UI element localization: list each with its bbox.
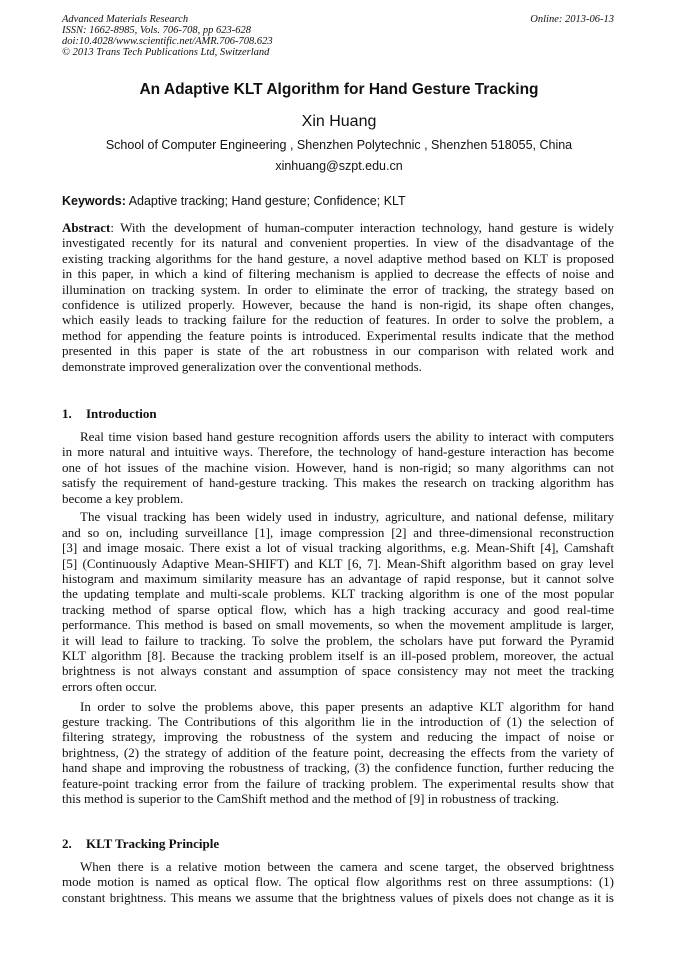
- text-line: errors often occur.: [62, 678, 157, 694]
- paragraph: [62, 509, 614, 694]
- text-line: in more natural and intuitive ways. Therefore, the technology of hand-gesture interaction has become: [62, 444, 614, 460]
- text-line: presented in this paper is state of the art robustness in our comparison with related work and: [62, 343, 614, 359]
- text-line: in this paper, in which a kind of filtering mechanism is applied to decrease the effects of noise and: [62, 266, 614, 282]
- text-line: gesture tracking. The Contributions of this algorithm lie in the introduction of (1) the selection of: [62, 714, 614, 730]
- text-line: the updating template and multi-scale problems. KLT tracking algorithm is one of the most popular: [62, 586, 614, 602]
- text-line: [3] and image mosaic. There exist a lot of visual tracking algorithms, e.g. Mean-Shift [4], Camshaft: [62, 540, 614, 556]
- author-name: Xin Huang: [301, 113, 377, 130]
- text-line: [62, 220, 614, 235]
- text-line: mode motion is named as optical flow. The optical flow algorithms rest on three assumptions: (1): [62, 874, 614, 890]
- abstract: [62, 220, 614, 374]
- keywords-label: Keywords:: [62, 194, 126, 208]
- keywords: [62, 194, 406, 208]
- text-line: The visual tracking has been widely used in industry, agriculture, and national defense, military: [80, 509, 614, 525]
- text-line: filtering strategy, improving the robustness of the system and reducing the impact of noise or: [62, 729, 614, 745]
- section-heading-1: [62, 406, 157, 422]
- section-title: KLT Tracking Principle: [86, 836, 220, 851]
- paragraph: [62, 859, 614, 905]
- text-line: investigated recently for its natural and convenient properties. In view of the disadvantage of the: [62, 235, 614, 251]
- text-line: method for appending the feature points is introduced. Experimental results indicate that the method: [62, 327, 614, 343]
- copyright-line: © 2013 Trans Tech Publications Ltd, Switzerland: [62, 47, 270, 58]
- section-2-body: [62, 859, 614, 905]
- text-line: this method is superior to the CamShift method and the method of [9] in robustness of tracking.: [62, 790, 560, 806]
- text-line: existing tracking algorithms for the hand gesture, a novel adaptive method based on KLT is proposed: [62, 250, 614, 266]
- doi-line: doi:10.4028/www.scientific.net/AMR.706-708.623: [62, 36, 273, 47]
- affiliation: School of Computer Engineering , Shenzhen Polytechnic , Shenzhen 518055, China: [105, 138, 573, 152]
- text-line: performance. This method is based on small movements, so when the movement amplitude is larger,: [62, 617, 614, 633]
- text-line: In order to solve the problems above, this paper presents an adaptive KLT algorithm for hand: [80, 698, 614, 714]
- section-number: 2.: [62, 836, 72, 851]
- online-date: Online: 2013-06-13: [530, 14, 614, 25]
- abstract-label: Abstract: [62, 220, 111, 235]
- text-line: and so on, including surveillance [1], image compression [2] and three-dimensional reconstruction: [62, 524, 614, 540]
- text-line: Real time vision based hand gesture recognition affords users the ability to interact with computers: [80, 429, 614, 444]
- author-email: xinhuang@szpt.edu.cn: [275, 159, 403, 173]
- text-line: [5] (Continuously Adaptive Mean-SHIFT) and KLT [6, 7]. Mean-Shift algorithm based on gray level: [62, 555, 614, 571]
- paragraph: [62, 699, 614, 807]
- journal-name: Advanced Materials Research: [62, 14, 189, 25]
- text-line: KLT algorithm [8]. Because the tracking problem itself is an ill-posed problem, moreover, the actual: [62, 647, 614, 663]
- text-line: it will lead to failure to tracking. To solve the problem, the scholars have put forward the Pyramid: [62, 632, 614, 648]
- text-line: tracking method of sparse optical flow, which has a high tracking accuracy and good real-time: [62, 601, 614, 617]
- section-heading-2: [62, 836, 219, 852]
- keywords-text: Adaptive tracking; Hand gesture; Confidence; KLT: [125, 194, 406, 208]
- text-line: illumination on tracking system. In order to eliminate the error of tracking, the strategy based on: [62, 281, 614, 297]
- section-number: 1.: [62, 406, 72, 421]
- text-line: hand shape and improving the robustness of tracking, (3) the confidence function, further reducing the: [62, 760, 614, 776]
- paper-title: An Adaptive KLT Algorithm for Hand Gesture Tracking: [139, 81, 539, 98]
- section-1-body: [62, 429, 614, 806]
- text-line: When there is a relative motion between the camera and scene target, the observed brightness: [80, 859, 614, 874]
- text-line: constant brightness. This means we assume that the brightness values of pixels does not change as it is: [62, 889, 614, 905]
- text-line: one of hot issues of the machine vision. However, hand is non-rigid; so many algorithms can not: [62, 459, 614, 475]
- text-line: histogram and maximum similarity measure has an advantage of rapid response, but it cannot solve: [62, 571, 614, 587]
- issn-line: ISSN: 1662-8985, Vols. 706-708, pp 623-628: [62, 25, 251, 36]
- abstract-text: : With the development of human-computer interaction technology, hand gesture is widely: [110, 220, 614, 235]
- text-line: demonstrate improved generalization over the conventional methods.: [62, 358, 422, 374]
- text-line: brightness, (2) the strategy of addition of the feature point, decreasing the effects from the variety of: [62, 744, 614, 760]
- paragraph: [62, 429, 614, 506]
- section-title: Introduction: [86, 406, 157, 421]
- text-line: become a key problem.: [62, 490, 184, 506]
- text-line: satisfy the requirement of hand-gesture tracking. This makes the research on tracking algorithm has: [62, 475, 614, 491]
- text-line: confidence is utilized properly. However, because the hand is non-rigid, its shape often changes,: [62, 296, 614, 312]
- text-line: brightness is not always constant and assumption of space consistency may not meet the tracking: [62, 663, 614, 679]
- text-line: feature-point tracking error from the failure of tracking problem. The experimental results show that: [62, 775, 614, 791]
- text-line: which easily leads to tracking failure for the reduction of features. In order to solve the problem, a: [62, 312, 614, 328]
